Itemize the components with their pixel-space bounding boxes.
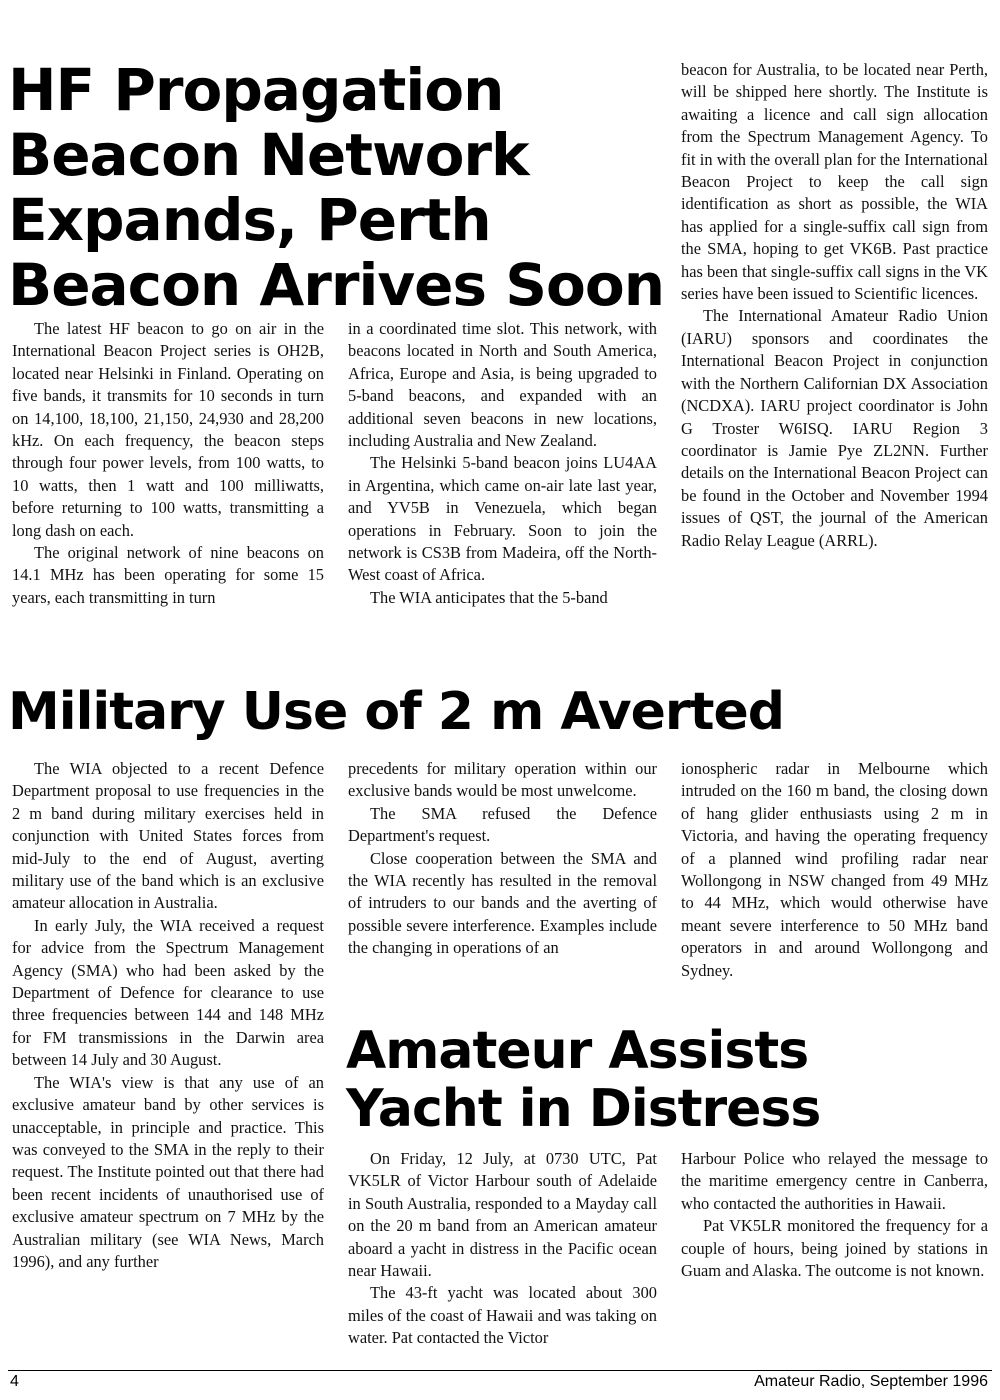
headline-military-use: Military Use of 2 m Averted <box>8 682 784 742</box>
paragraph: ionospheric radar in Melbourne which intruded on the 160 m band, the closing down of hang glider enthusiasts using 2 m in Victoria, and having the operating frequency of a planned wind profiling radar near Wollongong in NSW changed from 49 MHz to 44 MHz, which would otherwise have meant severe interference to 50 MHz band operators in and around Wollongong and Sydney. <box>681 759 988 980</box>
article-column <box>681 59 988 552</box>
article-column <box>12 318 324 609</box>
article-column <box>348 318 657 609</box>
page-number: 4 <box>10 1373 19 1390</box>
paragraph: precedents for military operation within our exclusive bands would be most unwelcome. <box>348 759 657 801</box>
article-column <box>348 1148 657 1350</box>
paragraph: The latest HF beacon to go on air in the International Beacon Project series is OH2B, located near Helsinki in Finland. Operating on five bands, it transmits for 10 seconds in turn on 14,100, 18,100, 21,150, 24,930 and 28,200 kHz. On each frequency, the beacon steps through four power levels, from 100 watts, to 10 watts, then 1 watt and 100 milliwatts, before returning to 100 watts, transmitting a long dash on each. <box>12 319 324 540</box>
article-column <box>12 758 324 1273</box>
headline-line: Beacon Network <box>8 121 529 189</box>
article-column <box>681 1148 988 1282</box>
paragraph: Pat VK5LR monitored the frequency for a couple of hours, being joined by stations in Guam and Alaska. The outcome is not known. <box>681 1216 988 1281</box>
article-column <box>681 758 988 982</box>
paragraph: On Friday, 12 July, at 0730 UTC, Pat VK5LR of Victor Harbour south of Adelaide in South Australia, responded to a Mayday call on the 20 m band from an American amateur aboard a yacht in distress in the Pacific ocean near Hawaii. <box>348 1149 657 1281</box>
headline-yacht-distress <box>346 1022 866 1138</box>
headline-line: Beacon Arrives Soon <box>8 251 664 319</box>
paragraph: beacon for Australia, to be located near Perth, will be shipped here shortly. The Institute is awaiting a licence and call sign allocation from the Spectrum Management Agency. To fit in with the overall plan for the International Beacon Project to keep the call sign identification as short as possible, the WIA has applied for a single-suffix call sign from the SMA, hoping to get VK6B. Past practice has been that single-suffix call signs in the VK series have been issued to Scientific licences. <box>681 60 988 304</box>
paragraph: The Helsinki 5-band beacon joins LU4AA in Argentina, which came on-air late last year, and YV5B in Venezuela, which began operations in February. Soon to join the network is CS3B from Madeira, off the North-West coast of Africa. <box>348 453 657 585</box>
footer-divider <box>8 1370 992 1371</box>
paragraph: The SMA refused the Defence Department's request. <box>348 803 657 846</box>
paragraph: Harbour Police who relayed the message to the maritime emergency centre in Canberra, who contacted the authorities in Hawaii. <box>681 1149 988 1213</box>
headline-line: Amateur Assists <box>346 1021 809 1081</box>
paragraph: The original network of nine beacons on 14.1 MHz has been operating for some 15 years, each transmitting in turn <box>12 543 324 607</box>
paragraph: The WIA's view is that any use of an exclusive amateur band by other services is unacceptable, in principle and practice. This was conveyed to the SMA in the reply to their request. The Institute pointed out that there had been recent incidents of unauthorised use of exclusive amateur spectrum on 7 MHz by the Australian military (see WIA News, March 1996), and any further <box>12 1072 324 1271</box>
headline-line: Expands, Perth <box>8 186 491 254</box>
paragraph: in a coordinated time slot. This network, with beacons located in North and South America, Africa, Europe and Asia, is being upgraded to 5-band beacons, and expanded with an additional seven beacons in new locations, including Australia and New Zealand. <box>348 319 657 451</box>
headline-hf-beacon <box>8 58 668 318</box>
publication-line: Amateur Radio, September 1996 <box>754 1373 988 1390</box>
paragraph: The WIA anticipates that the 5-band <box>370 587 608 607</box>
article-column <box>348 758 657 960</box>
paragraph: The WIA objected to a recent Defence Department proposal to use frequencies in the 2 m band during military exercises held in conjunction with United States forces from mid-July to the end of August, averting military use of the band which is an exclusive amateur allocation in Australia. <box>12 759 324 913</box>
headline-line: Yacht in Distress <box>346 1079 821 1139</box>
headline-line: HF Propagation <box>8 56 504 124</box>
paragraph: The 43-ft yacht was located about 300 miles of the coast of Hawaii and was taking on water. Pat contacted the Victor <box>348 1283 657 1348</box>
paragraph: In early July, the WIA received a request for advice from the Spectrum Management Agency (SMA) who had been asked by the Department of Defence for clearance to use three frequencies between 144 and 148 MHz for FM transmissions in the Darwin area between 14 July and 30 August. <box>12 915 324 1070</box>
paragraph: The International Amateur Radio Union (IARU) sponsors and coordinates the International Beacon Project in conjunction with the Northern Californian DX Association (NCDXA). IARU project coordinator is John G Troster W6ISQ. IARU Region 3 coordinator is Jamie Pye ZL2NN. Further details on the International Beacon Project can be found in the October and November 1994 issues of QST, the journal of the American Radio Relay League (ARRL). <box>681 306 988 550</box>
paragraph: Close cooperation between the SMA and the WIA recently has resulted in the removal of intruders to our bands and the averting of possible severe interference. Examples include the changing in operations of an <box>348 848 657 958</box>
